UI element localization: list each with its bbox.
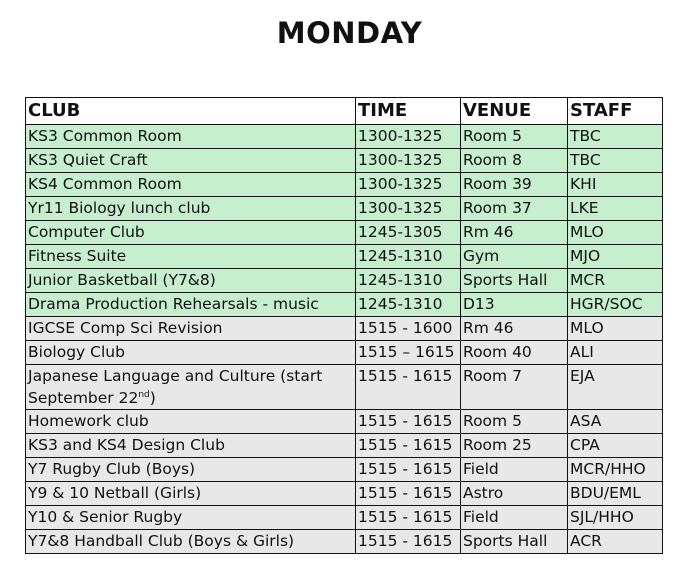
table-row <box>26 365 663 410</box>
staff-cell: BDU/EML <box>568 482 663 506</box>
club-cell <box>26 365 356 410</box>
staff-cell: MJO <box>568 245 663 269</box>
club-cell: Y7&8 Handball Club (Boys & Girls) <box>26 530 356 554</box>
club-cell: KS3 Quiet Craft <box>26 149 356 173</box>
time-cell: 1300-1325 <box>356 173 461 197</box>
venue-cell: Room 37 <box>461 197 568 221</box>
time-cell: 1515 - 1615 <box>356 530 461 554</box>
time-cell: 1515 - 1615 <box>356 410 461 434</box>
ordinal-suffix: nd <box>138 389 150 400</box>
club-text: Japanese Language and Culture (start September 22 <box>28 367 323 407</box>
table-body <box>26 125 663 554</box>
header-club: CLUB <box>26 98 356 125</box>
table-row <box>26 530 663 554</box>
venue-cell: Field <box>461 458 568 482</box>
club-cell: Fitness Suite <box>26 245 356 269</box>
club-cell: Drama Production Rehearsals - music <box>26 293 356 317</box>
venue-cell: Room 25 <box>461 434 568 458</box>
table-row <box>26 197 663 221</box>
time-cell: 1245-1310 <box>356 293 461 317</box>
venue-cell: Sports Hall <box>461 530 568 554</box>
venue-cell: Room 7 <box>461 365 568 410</box>
staff-cell: KHI <box>568 173 663 197</box>
club-text-tail: ) <box>149 389 156 407</box>
staff-cell: ASA <box>568 410 663 434</box>
club-cell: Junior Basketball (Y7&8) <box>26 269 356 293</box>
table-row <box>26 458 663 482</box>
table-row <box>26 293 663 317</box>
clubs-table <box>25 97 663 554</box>
time-cell: 1245-1305 <box>356 221 461 245</box>
time-cell: 1245-1310 <box>356 245 461 269</box>
time-cell: 1515 - 1615 <box>356 365 461 410</box>
club-cell: Y10 & Senior Rugby <box>26 506 356 530</box>
venue-cell: Room 5 <box>461 125 568 149</box>
venue-cell: Astro <box>461 482 568 506</box>
venue-cell: Room 40 <box>461 341 568 365</box>
club-cell: KS3 and KS4 Design Club <box>26 434 356 458</box>
table-header-row <box>26 98 663 125</box>
staff-cell: LKE <box>568 197 663 221</box>
table-row <box>26 173 663 197</box>
venue-cell: Field <box>461 506 568 530</box>
venue-cell: Rm 46 <box>461 317 568 341</box>
staff-cell: CPA <box>568 434 663 458</box>
table-row <box>26 269 663 293</box>
staff-cell: ALI <box>568 341 663 365</box>
venue-cell: Gym <box>461 245 568 269</box>
staff-cell: MCR <box>568 269 663 293</box>
page-title: MONDAY <box>276 16 423 50</box>
time-cell: 1300-1325 <box>356 149 461 173</box>
club-cell: KS3 Common Room <box>26 125 356 149</box>
club-cell: Homework club <box>26 410 356 434</box>
club-cell: IGCSE Comp Sci Revision <box>26 317 356 341</box>
time-cell: 1515 – 1615 <box>356 341 461 365</box>
header-staff: STAFF <box>568 98 663 125</box>
header-venue: VENUE <box>461 98 568 125</box>
staff-cell: HGR/SOC <box>568 293 663 317</box>
table-row <box>26 506 663 530</box>
time-cell: 1515 - 1615 <box>356 458 461 482</box>
staff-cell: SJL/HHO <box>568 506 663 530</box>
staff-cell: ACR <box>568 530 663 554</box>
table-row <box>26 245 663 269</box>
staff-cell: TBC <box>568 125 663 149</box>
table-row <box>26 410 663 434</box>
time-cell: 1300-1325 <box>356 125 461 149</box>
venue-cell: Room 39 <box>461 173 568 197</box>
staff-cell: MLO <box>568 221 663 245</box>
time-cell: 1515 - 1615 <box>356 434 461 458</box>
table-row <box>26 434 663 458</box>
time-cell: 1515 - 1615 <box>356 506 461 530</box>
time-cell: 1300-1325 <box>356 197 461 221</box>
club-cell: Computer Club <box>26 221 356 245</box>
venue-cell: Room 5 <box>461 410 568 434</box>
venue-cell: Room 8 <box>461 149 568 173</box>
venue-cell: Sports Hall <box>461 269 568 293</box>
club-cell: Y7 Rugby Club (Boys) <box>26 458 356 482</box>
club-cell: Y9 & 10 Netball (Girls) <box>26 482 356 506</box>
club-cell: KS4 Common Room <box>26 173 356 197</box>
table-row <box>26 482 663 506</box>
venue-cell: Rm 46 <box>461 221 568 245</box>
time-cell: 1515 - 1615 <box>356 482 461 506</box>
table-row <box>26 341 663 365</box>
staff-cell: MLO <box>568 317 663 341</box>
club-cell: Biology Club <box>26 341 356 365</box>
time-cell: 1515 - 1600 <box>356 317 461 341</box>
staff-cell: MCR/HHO <box>568 458 663 482</box>
staff-cell: EJA <box>568 365 663 410</box>
venue-cell: D13 <box>461 293 568 317</box>
staff-cell: TBC <box>568 149 663 173</box>
time-cell: 1245-1310 <box>356 269 461 293</box>
table-row <box>26 317 663 341</box>
club-cell: Yr11 Biology lunch club <box>26 197 356 221</box>
table-row <box>26 149 663 173</box>
table-row <box>26 125 663 149</box>
table-row <box>26 221 663 245</box>
header-time: TIME <box>356 98 461 125</box>
